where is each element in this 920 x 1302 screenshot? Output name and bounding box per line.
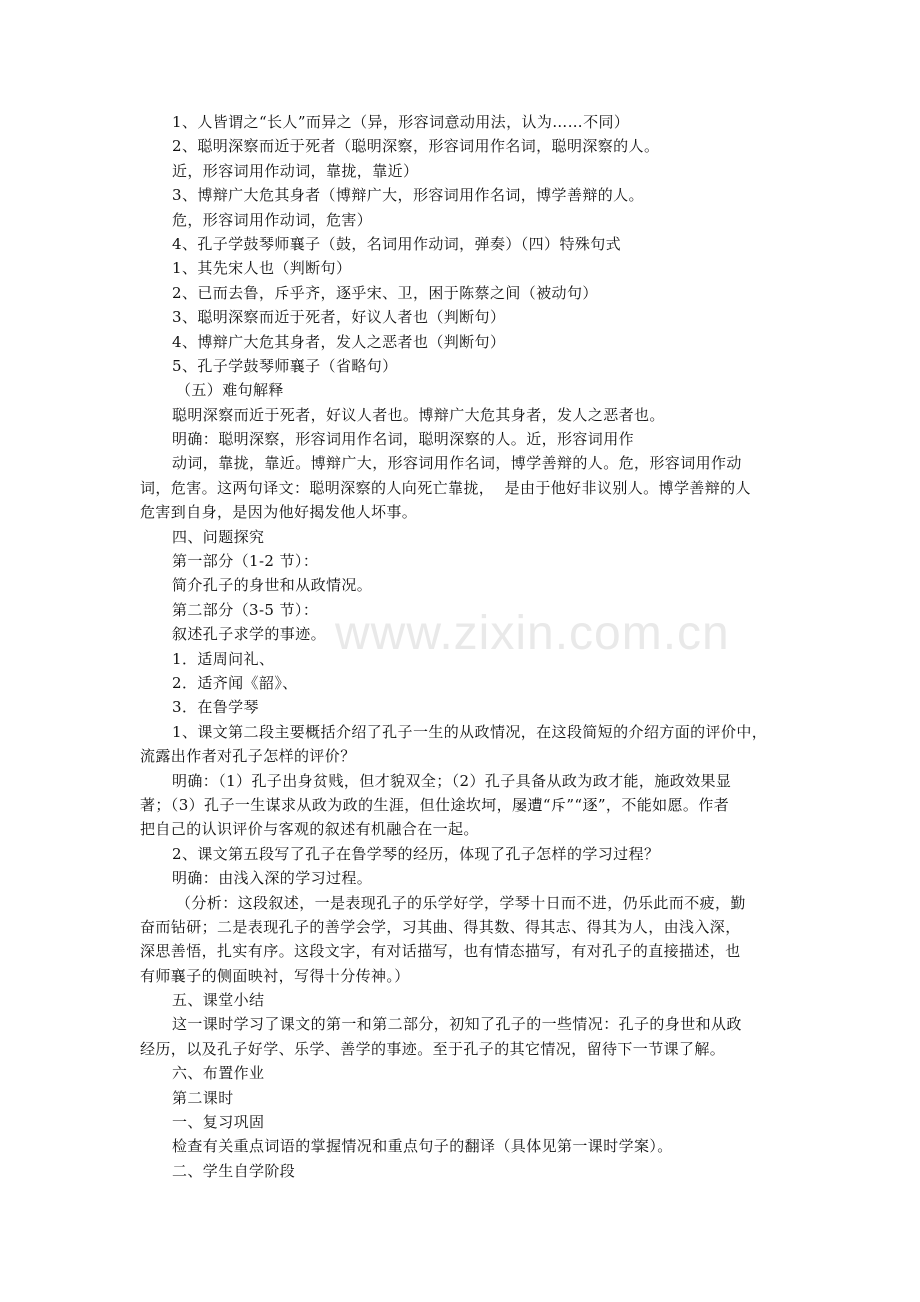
section-heading: 第二课时 <box>172 1088 234 1107</box>
text-line: 著；（3）孔子一生谋求从政为政的生涯，但仕途坎坷，屡遭“斥”“逐”，不能如愿。作者 <box>140 795 730 814</box>
text-line: 流露出作者对孔子怎样的评价？ <box>140 747 356 766</box>
text-line: （分析：这段叙述，一是表现孔子的乐学好学，学琴十日而不进，仍乐此而不疲，勤 <box>176 893 746 912</box>
text-line: 危，形容词用作动词，危害） <box>172 210 373 229</box>
text-line: 明确：（1）孔子出身贫贱，但才貌双全；（2）孔子具备从政为政才能，施政效果显 <box>172 771 732 790</box>
section-heading: 六、布置作业 <box>172 1064 265 1083</box>
text-line: 把自己的认识评价与客观的叙述有机融合在一起。 <box>140 820 479 839</box>
text-line: 叙述孔子求学的事迹。 <box>172 625 327 644</box>
section-heading: （五）难句解释 <box>176 381 284 400</box>
text-line: 3、聪明深察而近于死者，好议人者也（判断句） <box>172 308 506 327</box>
text-line: 近，形容词用作动词，靠拢，靠近） <box>172 161 419 180</box>
text-line: 4、孔子学鼓琴师襄子（鼓，名词用作动词，弹奏）（四）特殊句式 <box>172 234 622 253</box>
text-line: 聪明深察而近于死者，好议人者也。博辩广大危其身者，发人之恶者也。 <box>172 405 665 424</box>
text-line: 危害到自身，是因为他好揭发他人坏事。 <box>140 503 418 522</box>
section-heading: 一、复习巩固 <box>172 1113 265 1132</box>
text-line: 这一课时学习了课文的第一和第二部分，初知了孔子的一些情况：孔子的身世和从政 <box>172 1015 742 1034</box>
text-line: 第一部分（1-2 节）： <box>172 552 319 571</box>
section-heading: 二、学生自学阶段 <box>172 1161 296 1180</box>
text-line: 简介孔子的身世和从政情况。 <box>172 576 373 595</box>
section-heading: 五、课堂小结 <box>172 991 265 1010</box>
document-body <box>140 110 790 1183</box>
text-line: 1、其先宋人也（判断句） <box>172 259 352 278</box>
text-line: 2、聪明深察而近于死者（聪明深察，形容词用作名词，聪明深察的人。 <box>172 137 660 156</box>
text-line: 第二部分（3-5 节）： <box>172 600 319 619</box>
text-line: 1、人皆谓之“长人”而异之（异，形容词意动用法，认为……不同） <box>172 113 630 131</box>
text-line: 2．适齐闻《韶》、 <box>172 673 298 692</box>
watermark-text: www.zixin.com.cn <box>335 607 730 660</box>
text-line: 有师襄子的侧面映衬，写得十分传神。） <box>140 966 410 985</box>
text-line: 5、孔子学鼓琴师襄子（省略句） <box>172 356 398 375</box>
section-heading: 四、问题探究 <box>172 527 265 546</box>
text-line: 明确：聪明深察，形容词用作名词，聪明深察的人。近，形容词用作 <box>172 430 635 449</box>
text-line: 2、已而去鲁，斥乎齐，逐乎宋、卫，困于陈蔡之间（被动句） <box>172 283 598 302</box>
text-line: 深思善悟，扎实有序。这段文字，有对话描写，也有情态描写，有对孔子的直接描述，也 <box>140 942 741 961</box>
text-line: 1、课文第二段主要概括介绍了孔子一生的从政情况，在这段简短的介绍方面的评价中， <box>172 722 768 741</box>
text-line: 词，危害。这两句译文：聪明深察的人向死亡靠拢， 是由于他好非议别人。博学善辩的人 <box>140 478 751 497</box>
text-line: 1．适周问礼、 <box>172 649 275 668</box>
text-line: 经历，以及孔子好学、乐学、善学的事迹。至于孔子的其它情况，留待下一节课了解。 <box>140 1039 726 1058</box>
text-line: 动词，靠拢，靠近。博辩广大，形容词用作名词，博学善辩的人。危，形容词用作动 <box>172 454 742 473</box>
text-line: 明确：由浅入深的学习过程。 <box>172 869 373 888</box>
text-line: 检查有关重点词语的掌握情况和重点句子的翻译（具体见第一课时学案）。 <box>172 1137 673 1156</box>
text-line: 3．在鲁学琴 <box>172 698 259 717</box>
text-line: 奋而钻研；二是表现孔子的善学会学，习其曲、得其数、得其志、得其为人，由浅入深， <box>140 917 741 936</box>
text-line: 3、博辩广大危其身者（博辩广大，形容词用作名词，博学善辩的人。 <box>172 186 644 205</box>
text-line: 2、课文第五段写了孔子在鲁学琴的经历，体现了孔子怎样的学习过程？ <box>172 844 660 863</box>
text-line: 4、博辩广大危其身者，发人之恶者也（判断句） <box>172 332 506 351</box>
